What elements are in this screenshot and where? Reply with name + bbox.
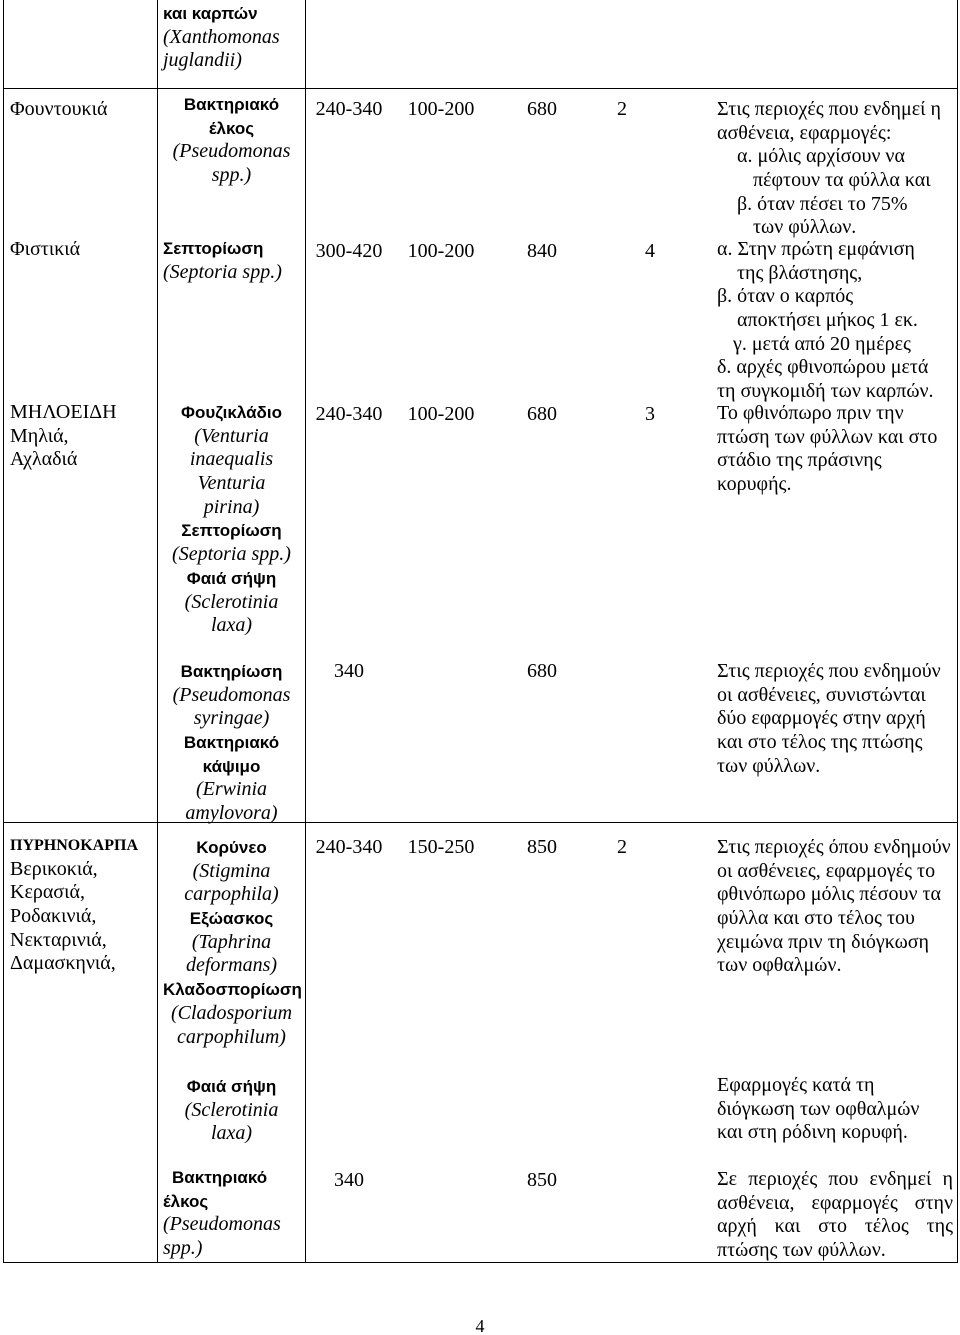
remark-line: Εφαρμογές κατά τη — [717, 1074, 875, 1096]
remark-line: διόγκωση των οφθαλμών — [717, 1097, 920, 1120]
scientific-name: spp.) — [211, 164, 252, 187]
scientific-name: (Pseudomonas — [163, 1213, 281, 1236]
scientific-name: inaequalis — [189, 448, 274, 471]
remark-line: φύλλα και στο τέλος του — [717, 907, 915, 930]
remark-line: και στο τέλος της πτώσης — [717, 731, 923, 754]
crop-name: Φιστικιά — [10, 238, 81, 260]
remark-line: των οφθαλμών. — [717, 954, 842, 977]
disease-name: και καρπών — [163, 4, 258, 23]
scientific-name: carpophilum) — [177, 1025, 286, 1048]
value-cell: 150-250 — [407, 836, 475, 858]
scientific-name: (Pseudomonas — [172, 140, 291, 163]
crop-name: Αχλαδιά — [10, 448, 78, 471]
table-row — [0, 648, 960, 825]
scientific-name: (Septoria spp.) — [172, 543, 291, 566]
disease-name: Σεπτορίωση — [163, 239, 264, 258]
scientific-name: spp.) — [163, 1237, 203, 1260]
remarks-cell — [717, 402, 955, 497]
remark-line: β. όταν ο καρπός — [717, 285, 854, 308]
crop-name: Νεκταρινιά, — [10, 928, 107, 951]
remarks-cell — [717, 660, 955, 778]
scientific-name: (Stigmina — [192, 859, 271, 882]
value-cell: 2 — [617, 836, 627, 858]
remark-line: α. Στην πρώτη εμφάνιση — [717, 238, 915, 260]
crop-name: Δαμασκηνιά, — [10, 952, 116, 975]
scientific-name: carpophila) — [184, 883, 279, 906]
disease-name: Βακτηριακό — [183, 95, 280, 114]
disease-name: Βακτηρίωση — [180, 662, 283, 681]
remarks-cell — [717, 836, 955, 978]
value-cell: 240-340 — [315, 403, 383, 425]
remark-line: στάδιο της πράσινης — [717, 449, 882, 472]
scientific-name: deformans) — [185, 954, 278, 977]
remark-line: πτώση των φύλλων και στο — [717, 425, 938, 448]
value-cell: 100-200 — [407, 98, 475, 120]
remark-line: ασθένεια, εφαρμογές: — [717, 121, 892, 144]
remark-line: Στις περιοχές που ενδημούν — [717, 660, 941, 682]
disease-name: Βακτηριακό — [183, 733, 280, 753]
disease-cell — [158, 2, 305, 73]
value-cell: 300-420 — [315, 240, 383, 262]
crop-cell — [10, 401, 156, 472]
remark-line: κορυφής. — [717, 473, 792, 496]
value-cell: 240-340 — [315, 98, 383, 120]
crop-cell — [10, 834, 156, 976]
crop-cell — [10, 98, 156, 122]
value-cell: 680 — [527, 660, 557, 682]
disease-name: Σεπτορίωση — [181, 521, 282, 541]
value-cell: 340 — [334, 660, 364, 682]
disease-name: Φαιά σήψη — [186, 568, 277, 588]
page-number: 4 — [475, 1316, 485, 1335]
crop-name: Ροδακινιά, — [10, 905, 97, 928]
remark-line: Στις περιοχές που ενδημεί η — [717, 98, 941, 120]
value-cell: 100-200 — [407, 240, 475, 262]
scientific-name: (Erwinia — [195, 778, 268, 801]
value-cell: 2 — [617, 98, 627, 120]
remark-line: ασθένεια, εφαρμογές στην — [717, 1191, 953, 1214]
remarks-cell — [717, 1074, 955, 1145]
crop-name: Βερικοκιά, — [10, 857, 98, 880]
remark-line: τη συγκομιδή των καρπών. — [717, 380, 934, 403]
disease-name: έλκος — [163, 1191, 209, 1211]
disease-cell — [158, 93, 305, 188]
scientific-name: (Taphrina — [191, 930, 272, 953]
value-cell: 680 — [527, 403, 557, 425]
disease-cell — [158, 1166, 305, 1261]
remark-line: οι ασθένειες, εφαρμογές το — [717, 859, 936, 882]
remark-line: Σε περιοχές που ενδημεί η — [717, 1168, 953, 1190]
crop-cell — [10, 238, 156, 262]
value-cell: 4 — [645, 240, 655, 262]
remarks-cell — [717, 98, 955, 240]
disease-name: κάψιμο — [202, 756, 261, 776]
crop-group-heading: ΜΗΛΟΕΙΔΗ — [10, 401, 117, 423]
disease-name: Εξώασκος — [189, 909, 274, 929]
scientific-name: (Venturia — [194, 424, 269, 447]
table-row — [0, 1155, 960, 1262]
remark-line: των φύλλων. — [717, 754, 821, 777]
crop-name: Φουντουκιά — [10, 98, 108, 120]
disease-name: έλκος — [208, 118, 255, 138]
disease-cell — [158, 1075, 305, 1146]
remark-line: και στη ρόδινη κορυφή. — [717, 1121, 908, 1144]
value-cell: 3 — [645, 403, 655, 425]
disease-name: Κλαδοσπορίωση — [163, 980, 302, 1000]
disease-cell — [158, 401, 305, 638]
remarks-cell — [717, 1168, 955, 1263]
scientific-name: (Xanthomonas — [163, 25, 280, 48]
value-cell: 850 — [527, 1169, 557, 1191]
scientific-name: syringae) — [193, 707, 270, 730]
remark-line: πέφτουν τα φύλλα και — [753, 169, 931, 192]
remark-line: δ. αρχές φθινοπώρου μετά — [717, 356, 929, 379]
table-row — [0, 0, 960, 88]
table-row — [0, 88, 960, 237]
scientific-name: laxa) — [210, 614, 253, 637]
scientific-name: juglandii) — [163, 49, 242, 72]
remark-line: φθινόπωρο μόλις πέσουν τα — [717, 883, 942, 906]
remark-line: πτώσης των φύλλων. — [717, 1239, 886, 1262]
remarks-cell — [717, 238, 955, 404]
remark-line: αποκτήσει μήκος 1 εκ. — [737, 309, 918, 332]
disease-cell — [158, 836, 305, 1049]
remark-line: β. όταν πέσει το 75% — [737, 192, 908, 215]
disease-cell — [158, 237, 305, 284]
disease-name: Βακτηριακό — [172, 1168, 268, 1187]
scientific-name: (Septoria spp.) — [163, 260, 282, 283]
remark-line: της βλάστησης, — [737, 261, 863, 284]
crop-name: Μηλιά, — [10, 424, 69, 447]
remark-line: αρχή και στο τέλος της — [717, 1215, 953, 1238]
scientific-name: amylovora) — [185, 802, 278, 825]
remark-line: δύο εφαρμογές στην αρχή — [717, 707, 926, 730]
crop-group-heading: ΠΥΡΗΝΟΚΑΡΠΑ — [10, 837, 138, 854]
value-cell: 840 — [527, 240, 557, 262]
remark-line: γ. μετά από 20 ημέρες — [733, 332, 911, 355]
disease-name: Φαιά σήψη — [186, 1077, 277, 1096]
disease-cell — [158, 660, 305, 826]
remark-line: α. μόλις αρχίσουν να — [737, 145, 905, 168]
crop-name: Κερασιά, — [10, 881, 85, 904]
remark-line: των φύλλων. — [753, 216, 857, 239]
remark-line: Στις περιοχές όπου ενδημούν — [717, 836, 951, 858]
scientific-name: (Sclerotinia — [184, 1098, 279, 1121]
remark-line: οι ασθένειες, συνιστώνται — [717, 683, 926, 706]
scientific-name: (Cladosporium — [170, 1001, 293, 1024]
value-cell: 240-340 — [315, 836, 383, 858]
scientific-name: (Pseudomonas — [172, 683, 291, 706]
disease-name: Κορύνεο — [196, 838, 267, 857]
remark-line: Το φθινόπωρο πριν την — [717, 402, 904, 424]
table-row — [0, 400, 960, 648]
scientific-name: (Sclerotinia — [184, 590, 279, 613]
value-cell: 100-200 — [407, 403, 475, 425]
value-cell: 340 — [334, 1169, 364, 1191]
table-row — [0, 822, 960, 1063]
scientific-name: Venturia — [197, 472, 266, 495]
value-cell: 850 — [527, 836, 557, 858]
disease-name: Φουζικλάδιο — [181, 403, 282, 422]
scientific-name: pirina) — [203, 495, 260, 518]
table-row — [0, 1063, 960, 1155]
scientific-name: laxa) — [210, 1122, 253, 1145]
remark-line: χειμώνα πριν τη διόγκωση — [717, 930, 930, 953]
value-cell: 680 — [527, 98, 557, 120]
table-row — [0, 237, 960, 403]
